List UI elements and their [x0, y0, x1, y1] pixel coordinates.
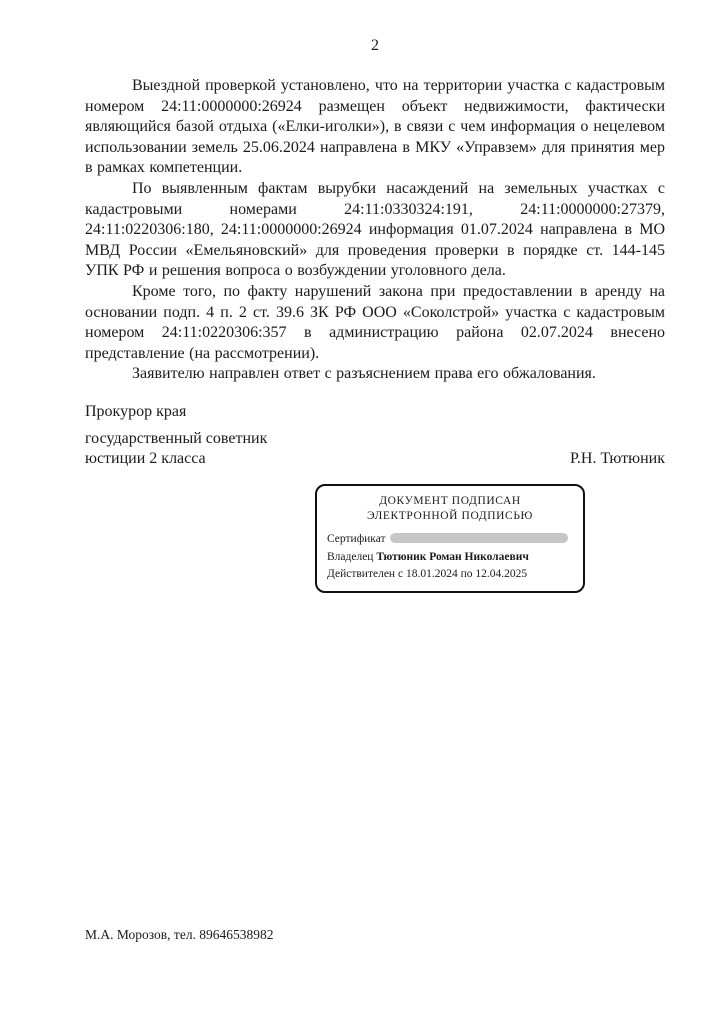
stamp-title-line1: ДОКУМЕНТ ПОДПИСАН [379, 494, 521, 507]
stamp-title-line2: ЭЛЕКТРОННОЙ ПОДПИСЬЮ [367, 509, 533, 522]
signer-rank [85, 429, 267, 470]
stamp-owner-row [327, 550, 573, 565]
paragraph-logging-facts: По выявленным фактам вырубки насаждений на земельных участках с кадастровыми номерами 24:11:0330324:191, 24:11:0000000:27379, 24:11:0220306:180, 24:11:0000000:26924 информация 01.07.2024 направлена в МО МВД России «Емельяновский» для проведения проверки в порядке ст. 144-145 УПК РФ и решения вопроса о возбуждении уголовного дела. [85, 179, 665, 280]
stamp-certificate-row [327, 532, 573, 547]
paragraph-applicant-reply: Заявителю направлен ответ с разъяснением права его обжалования. [132, 365, 596, 383]
validity-to-label: по [460, 568, 473, 581]
validity-to-date: 12.04.2025 [475, 568, 528, 581]
stamp-validity-row [327, 567, 573, 582]
executor-contact: М.А. Морозов, тел. 89646538982 [85, 927, 274, 942]
signature-block [85, 429, 665, 470]
certificate-label: Сертификат [327, 532, 386, 545]
validity-from-date: 18.01.2024 [405, 568, 458, 581]
owner-name: Тютюник Роман Николаевич [376, 550, 529, 563]
electronic-signature-stamp [315, 484, 585, 594]
signer-name: Р.Н. Тютюник [569, 450, 665, 468]
owner-label: Владелец [327, 550, 374, 563]
paragraph-lease-violation: Кроме того, по факту нарушений закона при предоставлении в аренду на основании подп. 4 п. 2 ст. 39.6 ЗК РФ ООО «Соколстрой» участка с кадастровым номером 24:11:0220306:357 в администрацию района 02.07.2024 внесено представление (на рассмотрении). [85, 282, 665, 362]
document-body [85, 76, 665, 593]
signer-position: Прокурор края [85, 402, 187, 420]
certificate-redacted-bar [390, 533, 568, 543]
paragraph-field-check: Выездной проверкой установлено, что на территории участка с кадастровым номером 24:11:0000000:26924 размещен объект недвижимости, фактически являющийся базой отдыха («Елки-иголки»), в связи с чем информация о нецелевом использовании земель 25.06.2024 направлена в МКУ «Управзем» для принятия мер в рамках компетенции. [85, 77, 665, 177]
signer-rank-line2: юстиции 2 класса [85, 450, 206, 468]
stamp-title [327, 494, 573, 524]
validity-label: Действителен с [327, 568, 404, 581]
signer-rank-line1: государственный советник [85, 429, 268, 447]
page-number: 2 [371, 37, 379, 54]
